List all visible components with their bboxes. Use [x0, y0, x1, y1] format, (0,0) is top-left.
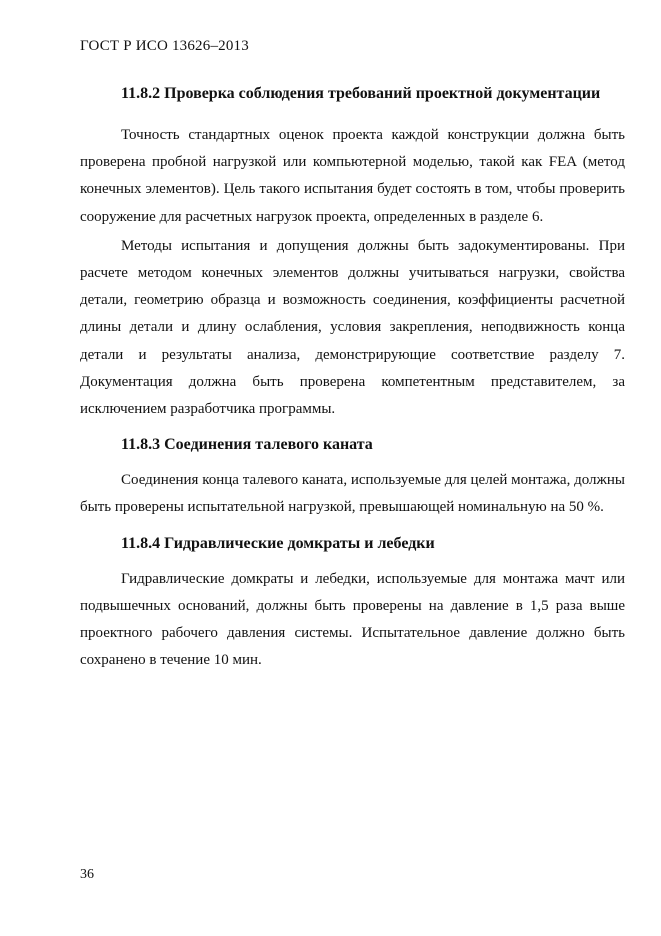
paragraph: Соединения конца талевого каната, используемые для целей монтажа, должны быть проверены испытательной нагрузкой, превышающей номинальную на 50 %.: [80, 472, 625, 516]
document-header: ГОСТ Р ИСО 13626–2013: [80, 38, 249, 54]
section-11-8-2: [80, 80, 625, 423]
paragraph: Точность стандартных оценок проекта каждой конструкции должна быть проверена пробной нагрузкой или компьютерной моделью, такой как FEA (метод конечных элементов). Цель такого испытания будет состоять в том, чтобы проверить сооружение для расчетных нагрузок проекта, определенных в разделе 6.: [80, 127, 625, 225]
document-body: [80, 80, 625, 674]
paragraph: Методы испытания и допущения должны быть задокументированы. При расчете методом конечных элементов должны учитываться нагрузки, свойства детали, геометрию образца и возможность соединения, коэффициенты расчетной длины детали и длину ослабления, условия закрепления, неподвижность конца детали и результаты анализа, демонстрирующие соответствие разделу 7. Документация должна быть проверена компетентным представителем, за исключением разработчика программы.: [80, 237, 625, 418]
section-11-8-4: [80, 530, 625, 675]
paragraph: Гидравлические домкраты и лебедки, используемые для монтажа мачт или подвышечных оснований, должны быть проверены на давление в 1,5 раза выше проектного рабочего давления системы. Испытательное давление должно быть сохранено в течение 10 мин.: [80, 570, 625, 669]
section-title: 11.8.2 Проверка соблюдения требований проектной документации: [121, 85, 601, 102]
section-title: 11.8.3 Соединения талевого каната: [121, 436, 373, 454]
section-title: 11.8.4 Гидравлические домкраты и лебедки: [121, 534, 435, 552]
section-11-8-3: [80, 431, 625, 521]
page-number: 36: [80, 867, 94, 882]
